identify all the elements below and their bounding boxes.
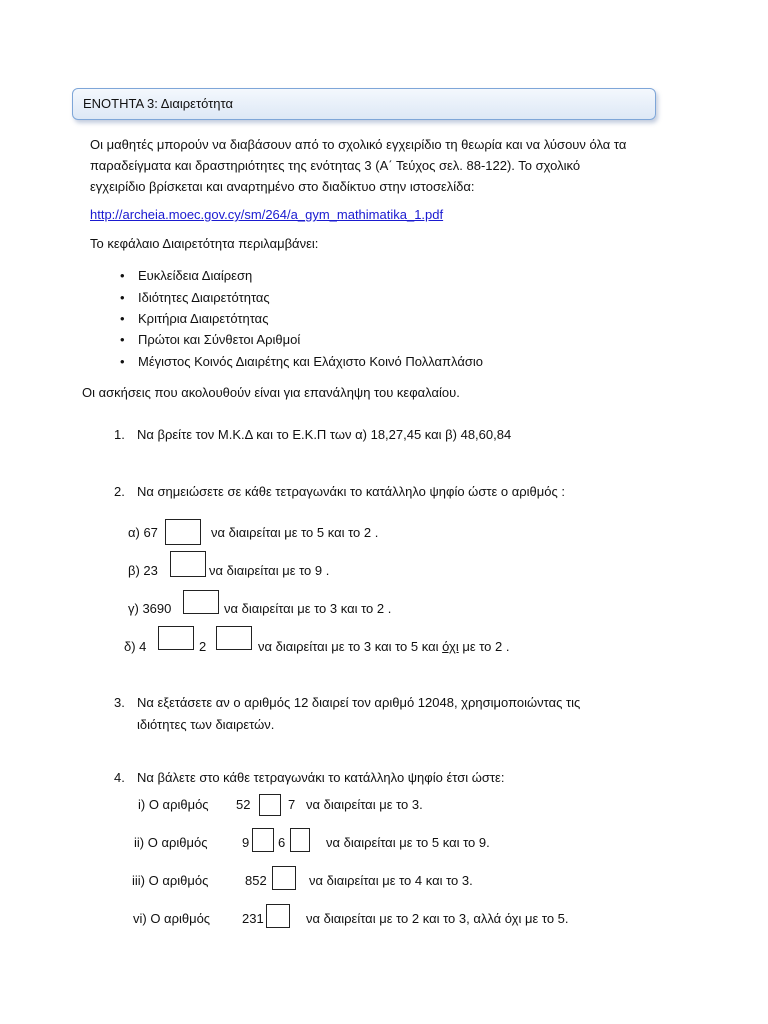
item-digit: 231 [242,911,264,926]
digit-box[interactable] [266,904,290,928]
intro-line: Οι μαθητές μπορούν να διαβάσουν από το σχολικό εγχειρίδιο τη θεωρία και να λύσουν όλα τα [90,137,627,152]
chapter-intro: Το κεφάλαιο Διαιρετότητα περιλαμβάνει: [90,236,319,251]
item-label: β) 23 [128,563,158,578]
digit-box[interactable] [259,794,281,816]
item-label: i) Ο αριθμός [138,797,209,812]
bullet-icon: • [120,290,125,305]
exercise-4-text: Να βάλετε στο κάθε τετραγωνάκι το κατάλληλο ψηφίο έτσι ώστε: [137,770,505,785]
exercise-2-text: Να σημειώσετε σε κάθε τετραγωνάκι το κατάλληλο ψηφίο ώστε ο αριθμός : [137,484,565,499]
condition-emphasis: όχι [442,639,459,654]
item-label: γ) 3690 [128,601,172,616]
bullet-icon: • [120,311,125,326]
exercise-3-line: ιδιότητες των διαιρετών. [137,717,275,732]
item-digit: 7 [288,797,296,812]
item-condition: να διαιρείται με το 5 και το 2 . [211,525,379,540]
item-condition: να διαιρείται με το 2 και το 3, αλλά όχι με το 5. [306,911,569,926]
item-label: ii) Ο αριθμός [134,835,208,850]
list-item: Κριτήρια Διαιρετότητας [138,311,269,326]
item-condition: να διαιρείται με το 4 και το 3. [309,873,473,888]
intro-paragraph [90,134,690,197]
condition-text: να διαιρείται με το 3 και το 5 και [258,639,439,654]
item-label: iii) Ο αριθμός [132,873,209,888]
item-label: α) 67 [128,525,158,540]
item-digit: 52 [236,797,251,812]
exercise-number: 2. [114,484,125,499]
item-condition: να διαιρείται με το 9 . [209,563,330,578]
list-item: Ευκλείδεια Διαίρεση [138,268,253,283]
exercises-intro: Οι ασκήσεις που ακολουθούν είναι για επανάληψη του κεφαλαίου. [82,385,460,400]
exercise-number: 1. [114,427,125,442]
item-condition [258,639,509,654]
item-digit: 2 [199,639,207,654]
list-item: Πρώτοι και Σύνθετοι Αριθμοί [138,332,301,347]
condition-text: με το 2 . [462,639,510,654]
section-header [72,88,656,120]
exercise-3-line: Να εξετάσετε αν ο αριθμός 12 διαιρεί τον αριθμό 12048, χρησιμοποιώντας τις [137,695,581,710]
list-item: Μέγιστος Κοινός Διαιρέτης και Ελάχιστο Κοινό Πολλαπλάσιο [138,354,483,369]
item-condition: να διαιρείται με το 3. [306,797,423,812]
exercise-number: 4. [114,770,125,785]
bullet-icon: • [120,332,125,347]
digit-box[interactable] [252,828,274,852]
intro-line: παραδείγματα και δραστηριότητες της ενότητας 3 (Α΄ Τεύχος σελ. 88-122). Το σχολικό [90,158,581,173]
digit-box[interactable] [158,626,194,650]
bullet-icon: • [120,268,125,283]
digit-box[interactable] [272,866,296,890]
item-digit: 852 [245,873,267,888]
item-label: vi) Ο αριθμός [133,911,211,926]
section-title: ΕΝΟΤΗΤΑ 3: Διαιρετότητα [83,96,233,111]
item-condition: να διαιρείται με το 3 και το 2 . [224,601,392,616]
list-item: Ιδιότητες Διαιρετότητας [138,290,270,305]
item-condition: να διαιρείται με το 5 και το 9. [326,835,490,850]
digit-box[interactable] [170,551,206,577]
digit-box[interactable] [165,519,201,545]
exercise-number: 3. [114,695,125,710]
digit-box[interactable] [183,590,219,614]
digit-box[interactable] [290,828,310,852]
item-label: δ) 4 [124,639,147,654]
digit-box[interactable] [216,626,252,650]
intro-line: εγχειρίδιο βρίσκεται και αναρτημένο στο διαδίκτυο στην ιστοσελίδα: [90,179,475,194]
item-digit: 6 [278,835,286,850]
item-digit: 9 [242,835,250,850]
bullet-icon: • [120,354,125,369]
exercise-1-text: Να βρείτε τον Μ.Κ.Δ και το Ε.Κ.Π των α) 18,27,45 και β) 48,60,84 [137,427,512,442]
textbook-link[interactable]: http://archeia.moec.gov.cy/sm/264/a_gym_mathimatika_1.pdf [90,207,444,222]
